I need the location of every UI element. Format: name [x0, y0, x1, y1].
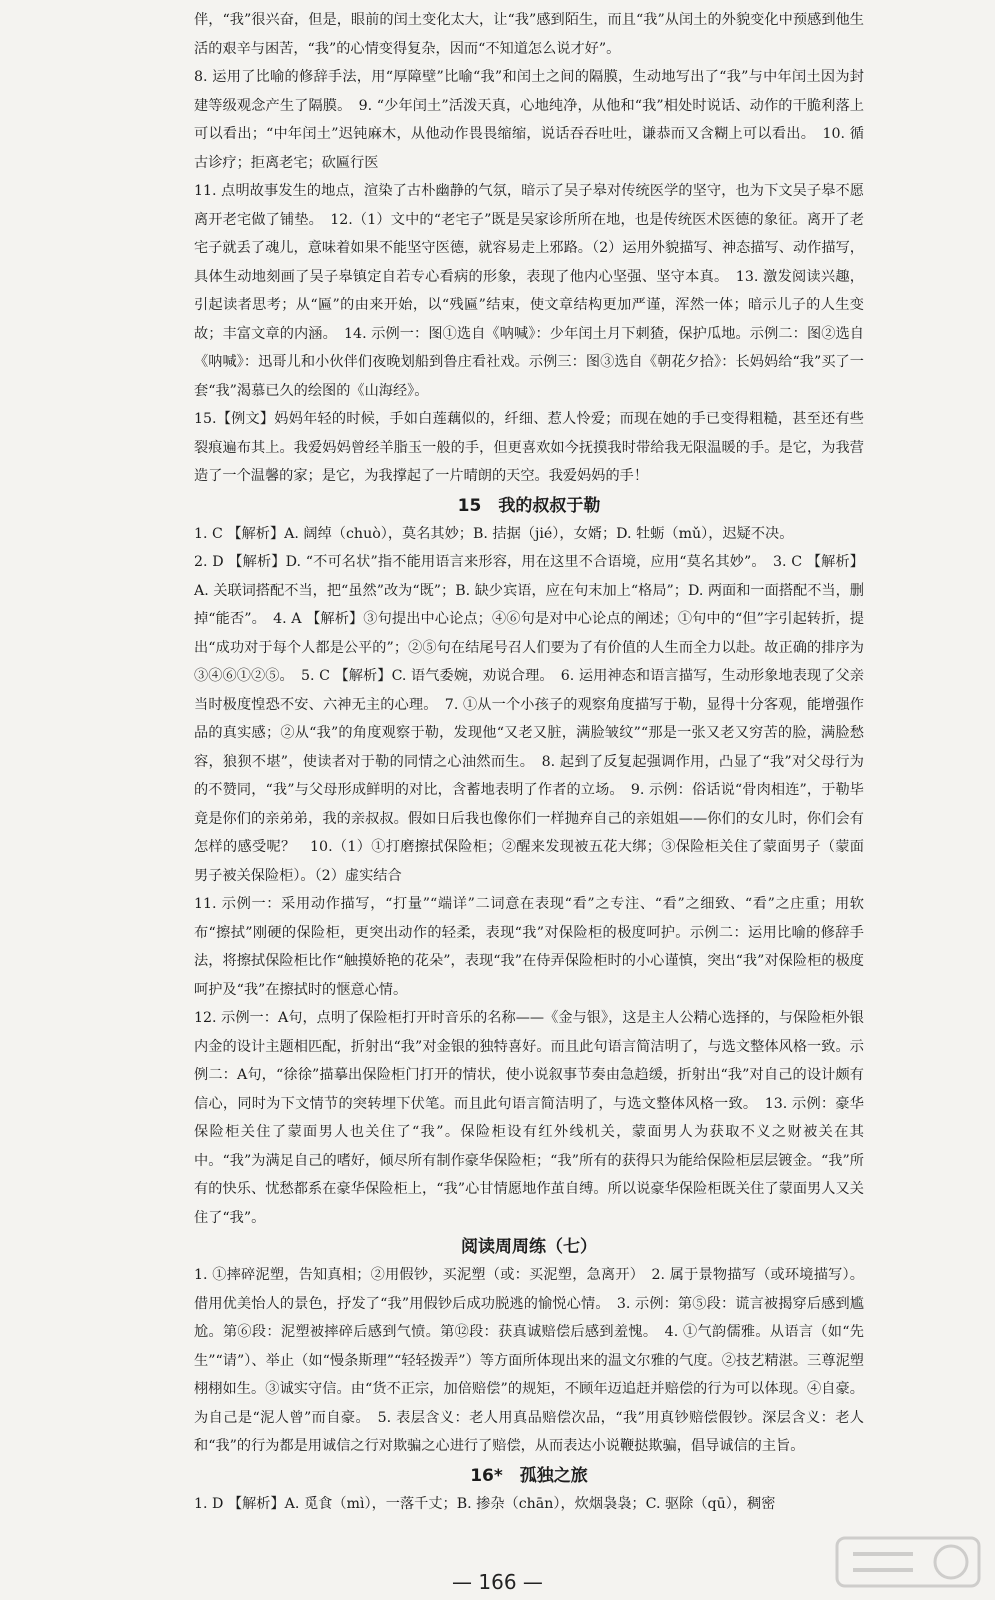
paragraph: 1. D 【解析】A. 觅食（mì），一落千丈；B. 掺杂（chān），炊烟袅袅；C. 驱除（qū），稠密: [194, 1495, 776, 1512]
section-heading-16: 16* 孤独之旅: [470, 1465, 588, 1486]
answer-page: [194, 0, 864, 1518]
paragraph: 1. C 【解析】A. 阔绰（chuò），莫名其妙；B. 拮据（jié），女婿；D. 牡蛎（mǔ），迟疑不决。: [194, 525, 794, 542]
paragraph: 伴，“我”很兴奋，但是，眼前的闰土变化太大，让“我”感到陌生，而且“我”从闰土的外貌变化中预感到他生活的艰辛与困苦，“我”的心情变得复杂，因而“不知道怎么说才好”。: [194, 12, 864, 57]
paragraph: 2. D 【解析】D. “不可名状”指不能用语言来形容，用在这里不合语境，应用“莫名其妙”。 3. C 【解析】A. 关联词搭配不当，把“虽然”改为“既”；B. 缺少宾语，应在句末加上“格局”；D. 两面和一面搭配不当，删掉“能否”。 4. A 【解析】③句提出中心论点；④⑥句是对中心论点的阐述；①句中的“但”字引起转折，提出“成功对于每个人都是公平的”；②⑤句在结尾号召人们要为了有价值的人生而全力以赴。故正确的排序为③④⑥①②⑤。 5. C 【解析】C. 语气委婉，劝说合理。 6. 运用神态和语言描写，生动形象地表现了父亲当时极度惶恐不安、六神无主的心理。 7. ①从一个小孩子的观察角度描写于勒，显得十分客观，能增强作品的真实感；②从“我”的角度观察于勒，发现他“又老又脏，满脸皱纹”“那是一张又老又穷苦的脸，满脸愁容，狼狈不堪”，使读者对于勒的同情之心油然而生。 8. 起到了反复起强调作用，凸显了“我”对父母行为的不赞同，“我”与父母形成鲜明的对比，含蓄地表明了作者的立场。 9. 示例：俗话说“骨肉相连”，于勒毕竟是你们的亲弟弟，我的亲叔叔。假如日后我也像你们一样抛弃自己的亲姐姐——你们的女儿时，你们会有怎样的感受呢？ 10.（1）①打磨擦拭保险柜；②醒来发现被五花大绑；③保险柜关住了蒙面男子（蒙面男子被关保险柜）。（2）虚实结合: [194, 554, 864, 884]
paragraph: 15.【例文】妈妈年轻的时候，手如白莲藕似的，纤细、惹人怜爱；而现在她的手已变得粗糙，甚至还有些裂痕遍布其上。我爱妈妈曾经羊脂玉一般的手，但更喜欢如今抚摸我时带给我无限温暖的手。是它，为我营造了一个温馨的家；是它，为我撑起了一片晴朗的天空。我爱妈妈的手！: [194, 411, 864, 484]
paragraph: 12. 示例一：A句，点明了保险柜打开时音乐的名称——《金与银》，这是主人公精心选择的，与保险柜外银内金的设计主题相匹配，折射出“我”对金银的独特喜好。而且此句语言简洁明了，与选文整体风格一致。示例二：A句，“徐徐”描摹出保险柜门打开的情状，使小说叙事节奏由急趋缓，折射出“我”对自己的设计颇有信心，同时为下文情节的突转埋下伏笔。而且此句语言简洁明了，与选文整体风格一致。 13. 示例：豪华保险柜关住了蒙面男人也关住了“我”。保险柜设有红外线机关，蒙面男人为获取不义之财被关在其中。“我”为满足自己的嗜好，倾尽所有制作豪华保险柜；“我”所有的获得只为能给保险柜层层镀金。“我”所有的快乐、忧愁都系在豪华保险柜上，“我”心甘情愿地作茧自缚。所以说豪华保险柜既关住了蒙面男人又关住了“我”。: [194, 1010, 864, 1226]
section-heading-15: 15 我的叔叔于勒: [457, 495, 601, 516]
paragraph: 11. 点明故事发生的地点，渲染了古朴幽静的气氛，暗示了吴子皋对传统医学的坚守，也为下文吴子皋不愿离开老宅做了铺垫。 12.（1）文中的“老宅子”既是吴家诊所所在地，也是传统医术医德的象征。离开了老宅子就丢了魂儿，意味着如果不能坚守医德，就容易走上邪路。（2）运用外貌描写、神态描写、动作描写，具体生动地刻画了吴子皋镇定自若专心看病的形象，表现了他内心坚强、坚守本真。 13. 激发阅读兴趣，引起读者思考；从“匾”的由来开始，以“残匾”结束，使文章结构更加严谨，浑然一体；暗示儿子的人生变故；丰富文章的内涵。 14. 示例一：图①选自《呐喊》：少年闰土月下刺猹，保护瓜地。示例二：图②选自《呐喊》：迅哥儿和小伙伴们夜晚划船到鲁庄看社戏。示例三：图③选自《朝花夕拾》：长妈妈给“我”买了一套“我”渴慕已久的绘图的《山海经》。: [194, 183, 864, 399]
section-heading-weekly: 阅读周周练（七）: [461, 1237, 597, 1257]
watermark-logo-icon: [833, 1532, 983, 1592]
paragraph: 1. ①摔碎泥塑，告知真相；②用假钞，买泥塑（或：买泥塑，急离开） 2. 属于景物描写（或环境描写）。借用优美怡人的景色，抒发了“我”用假钞后成功脱逃的愉悦心情。 3. 示例：第⑤段：谎言被揭穿后感到尴尬。第⑥段：泥塑被摔碎后感到气愤。第⑫段：获真诚赔偿后感到羞愧。 4. ①气韵儒雅。从语言（如“先生”“请”）、举止（如“慢条斯理”“轻轻拨弄”）等方面所体现出来的温文尔雅的气度。②技艺精湛。三尊泥塑栩栩如生。③诚实守信。由“货不正宗，加倍赔偿”的规矩，不顾年迈追赶并赔偿的行为可以体现。④自豪。为自己是“泥人曾”而自豪。 5. 表层含义：老人用真品赔偿次品，“我”用真钞赔偿假钞。深层含义：老人和“我”的行为都是用诚信之行对欺骗之心进行了赔偿，从而表达小说鞭挞欺骗，倡导诚信的主旨。: [194, 1267, 864, 1454]
page-number: — 166 —: [452, 1570, 543, 1594]
paragraph: 11. 示例一：采用动作描写，“打量”“端详”二词意在表现“看”之专注、“看”之细致、“看”之庄重；用软布“擦拭”刚硬的保险柜，更突出动作的轻柔，表现“我”对保险柜的极度呵护。示例二：运用比喻的修辞手法，将擦拭保险柜比作“触摸娇艳的花朵”，表现“我”在侍弄保险柜时的小心谨慎，突出“我”对保险柜的极度呵护及“我”在擦拭时的惬意心情。: [194, 896, 864, 998]
paragraph: 8. 运用了比喻的修辞手法，用“厚障壁”比喻“我”和闰土之间的隔膜，生动地写出了“我”与中年闰土因为封建等级观念产生了隔膜。 9. “少年闰土”活泼天真，心地纯净，从他和“我”相处时说话、动作的干脆利落上可以看出；“中年闰土”迟钝麻木，从他动作畏畏缩缩，说话吞吞吐吐，谦恭而又含糊上可以看出。 10. 循古诊疗；拒离老宅；砍匾行医: [194, 69, 864, 171]
